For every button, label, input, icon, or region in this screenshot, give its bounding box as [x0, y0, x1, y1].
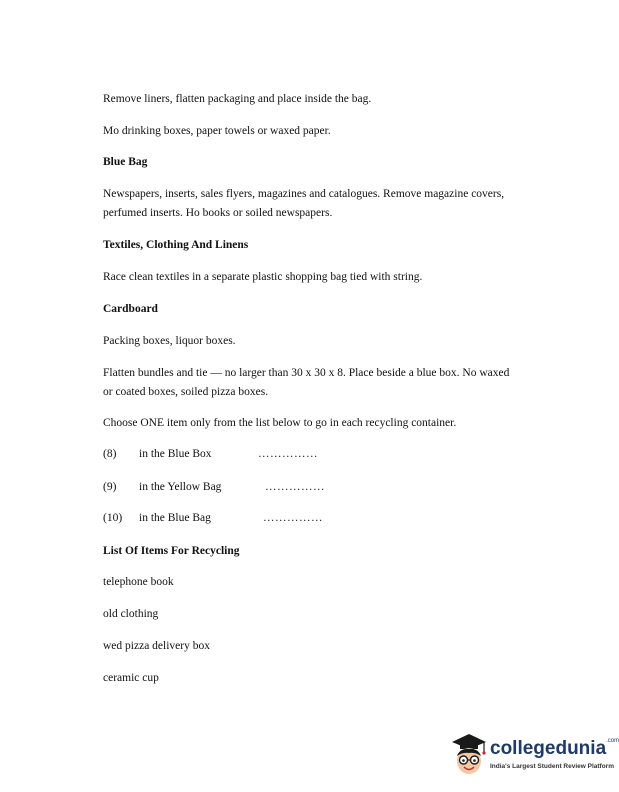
question-number: (8) [103, 448, 117, 460]
question-number: (9) [103, 481, 117, 493]
graduate-mascot-icon [448, 732, 490, 778]
textiles-heading: Textiles, Clothing And Linens [103, 239, 249, 251]
answer-blank[interactable]: …………… [263, 512, 323, 524]
textiles-text: Race clean textiles in a separate plastic shopping bag tied with string. [103, 271, 423, 283]
list-item: wed pizza delivery box [103, 640, 210, 652]
cardboard-text-1: Packing boxes, liquor boxes. [103, 335, 236, 347]
blue-bag-heading: Blue Bag [103, 156, 148, 168]
question-number: (10) [103, 512, 123, 524]
instruction-text: Choose ONE item only from the list below to go in each recycling container. [103, 417, 457, 429]
yellow-bag-note-2: Mo drinking boxes, paper towels or waxed paper. [103, 125, 331, 137]
answer-blank[interactable]: …………… [265, 481, 325, 493]
cardboard-heading: Cardboard [103, 303, 158, 315]
blue-bag-text: Newspapers, inserts, sales flyers, magazines and catalogues. Remove magazine covers, perfumed inserts. Ho books or soiled newspapers. [103, 188, 505, 219]
list-item: ceramic cup [103, 672, 159, 684]
items-list-heading: List Of Items For Recycling [103, 545, 240, 557]
question-label: in the Yellow Bag [139, 481, 222, 493]
question-label: in the Blue Bag [139, 512, 211, 524]
collegedunia-logo[interactable] [448, 732, 619, 782]
list-item: old clothing [103, 608, 159, 620]
question-label: in the Blue Box [139, 448, 212, 460]
list-item: telephone book [103, 576, 174, 588]
logo-wordmark: collegedunia$^{.com}$ [490, 738, 619, 759]
logo-tagline: India's Largest Student Review Platform [490, 763, 614, 770]
yellow-bag-note-1: Remove liners, flatten packaging and place inside the bag. [103, 93, 372, 105]
answer-blank[interactable]: …………… [258, 448, 318, 460]
cardboard-text-2: Flatten bundles and tie — no larger than 30 x 30 x 8. Place beside a blue box. No waxed or coated boxes, soiled pizza boxes. [103, 367, 510, 398]
